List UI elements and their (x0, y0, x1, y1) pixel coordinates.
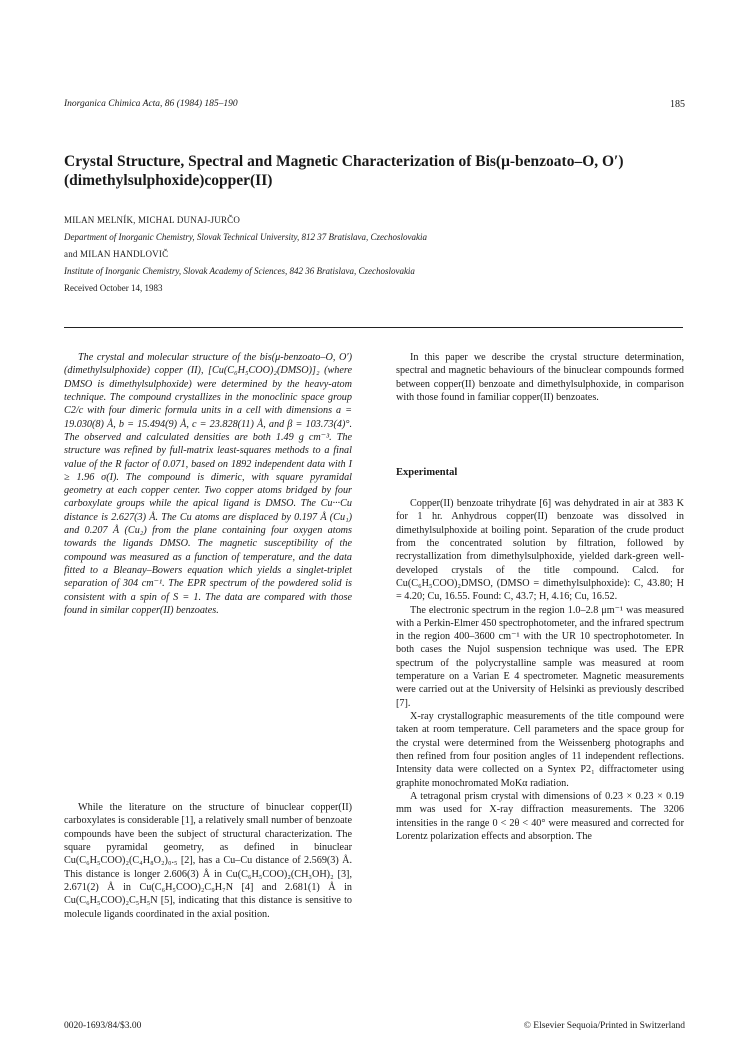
page-number: 185 (670, 99, 685, 110)
experimental-paragraph: X-ray crystallographic measurements of the title compound were taken at room temperature. Cell parameters and the space group for the crystal were determined from the Weissenberg photographs and then refined from four position angles of 11 independent reflections. Intensity data were collected on a Syntex P2₁ diffractometer using graphite monochromated MoKα radiation. (396, 711, 684, 789)
header-divider (64, 327, 683, 328)
experimental-paragraph: Copper(II) benzoate trihydrate [6] was dehydrated in air at 383 K for 1 hr. Anhydrous copper(II) benzoate was dissolved in dimethylsulphoxide at boiling point. Separation of the crude product from the concentrated solution by filtration, followed by recrystallization from dimethylsulphoxide, yielded dark-green well-developed crystals of the title compound. Calcd. for Cu(C₆H₅COO)₂DMSO, (DMSO = dimethylsulphoxide): C, 43.80; H = 4.20; Cu, 16.55. Found: C, 43.7; H, 4.16; Cu, 16.52. (396, 498, 684, 603)
experimental-paragraph: The electronic spectrum in the region 1.0–2.8 μm⁻¹ was measured with a Perkin-Elmer 450 spectrophotometer, and the infrared spectrum in the region 400–3600 cm⁻¹ with the UR 10 spectrophotometer. In both cases the Nujol suspension technique was used. The EPR spectrum of the polycrystalline sample was measured at room temperature on a Varian E 4 spectrometer. Magnetic measurements were carried out at the University of Helsinki as previously described [7]. (396, 604, 684, 709)
intro-paragraph-left: While the literature on the structure of binuclear copper(II) carboxylates is considerable [1], a relatively small number of benzoate compounds have been the subject of structural characterization. The square pyramidal geometry, as defined in binuclear Cu(C₆H₅COO)₂(C₄H₈O₂)₀.₅ [2], has a Cu–Cu distance of 2.569(3) Å. This distance is longer 2.606(3) Å in Cu(C₆H₅COO)₂(CH₃OH)₂ [3], 2.671(2) Å in Cu(C₆H₅COO)₂C₉H₇N [4] and 2.681(1) Å in Cu(C₆H₅COO)₂C₅H₅N [5], indicating that this distance is sensitive to molecule ligands coordinated in the axial position. (64, 802, 352, 920)
affiliation-1: Department of Inorganic Chemistry, Slovak Technical University, 812 37 Bratislava, Czechoslovakia (64, 232, 428, 242)
footer-publisher: © Elsevier Sequoia/Printed in Switzerland (523, 1021, 685, 1031)
introduction-left (64, 801, 352, 921)
abstract-text: The crystal and molecular structure of the bis(μ-benzoato–O, O′) (dimethylsulphoxide) copper (II), [Cu(C₆H₅COO)₂(DMSO)]₂ (where DMSO is dimethylsulphoxide) were determined by the heavy-atom technique. The compound crystallizes in the monoclinic space group C2/c with four dimeric formula units in a cell with dimensions a = 19.030(8) Å, b = 15.494(9) Å, c = 23.828(11) Å, and β = 103.73(4)°. The observed and calculated densities are both 1.49 g cm⁻³. The structure was refined by full-matrix least-squares methods to a final value of the R factor of 0.071, based on 1892 independent data with I ≥ 1.96 σ(I). The compound is dimeric, with square pyramidal geometry at each copper center. Two copper atoms bridged by four carboxylate groups while the apical ligand is DMSO. The Cu···Cu distance is 2.627(3) Å. The Cu atoms are displaced by 0.197 Å (Cu₁) and 0.207 Å (Cu₂) from the plane containing four oxygen atoms towards the ligands DMSO. The magnetic susceptibility of the compound was measured as a function of temperature, and the data fitted to a Bleanay–Bowers equation which yields a singlet-triplet separation of 304 cm⁻¹. The EPR spectrum of the powdered solid is consistent with a spin of S = 1. The data are compared with those found in similar copper(II) benzoates. (64, 352, 352, 616)
journal-citation: Inorganica Chimica Acta, 86 (1984) 185–190 (64, 99, 238, 109)
experimental-paragraph: A tetragonal prism crystal with dimensions of 0.23 × 0.23 × 0.19 mm was used for X-ray diffraction measurements. The 3206 intensities in the range 0 < 2θ < 40° were measured and corrected for Lorentz polarization effects and absorption. The (396, 790, 684, 842)
intro-paragraph-right: In this paper we describe the crystal structure determination, spectral and magnetic behaviours of the binuclear compounds formed between copper(II) benzoate and dimethylsulphoxide, in comparison with those found in familiar copper(II) benzoates. (396, 352, 684, 403)
introduction-right (396, 351, 684, 404)
authors-line-2: and MILAN HANDLOVIČ (64, 249, 169, 259)
experimental-heading: Experimental (396, 467, 458, 478)
authors-line-1: MILAN MELNÍK, MICHAL DUNAJ-JURČO (64, 215, 241, 225)
experimental-section (396, 497, 684, 843)
affiliation-2: Institute of Inorganic Chemistry, Slovak Academy of Sciences, 842 36 Bratislava, Czechoslovakia (64, 266, 415, 276)
article-title: Crystal Structure, Spectral and Magnetic Characterization of Bis(μ-benzoato–O, O′)(dimethylsulphoxide)copper(II) (64, 153, 624, 189)
footer-issn: 0020-1693/84/$3.00 (64, 1021, 142, 1031)
abstract (64, 351, 352, 617)
received-date: Received October 14, 1983 (64, 283, 163, 293)
